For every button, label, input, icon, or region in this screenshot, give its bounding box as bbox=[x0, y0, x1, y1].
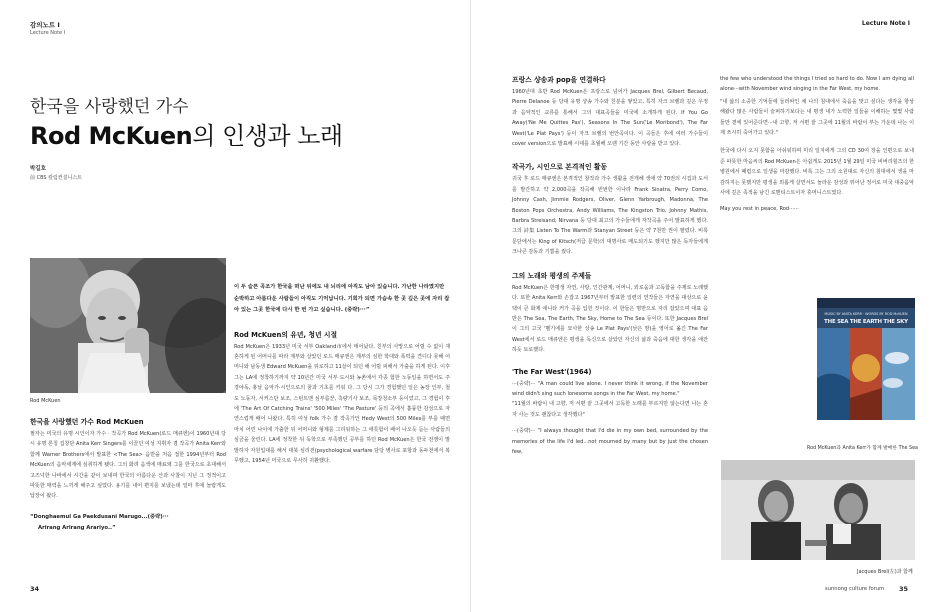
page-number-left: 34 bbox=[30, 585, 40, 593]
sidebar-column bbox=[30, 416, 226, 535]
themes-heading: 그의 노래와 평생의 주제들 bbox=[512, 271, 592, 280]
album-art bbox=[817, 328, 915, 420]
rest-in-peace: May you rest in peace, Rod······ bbox=[720, 206, 799, 213]
header-section-kr: 감의노트 I bbox=[30, 21, 60, 29]
main-column bbox=[234, 282, 450, 466]
pull-quote: 이 두 슬픈 곡조가 한국을 떠난 뒤에도 내 뇌리에 아직도 남아 있습니다. 가난한 나라였지만 순박하고 아름다운 사람들이 아직도 기억납니다. 기회가 되면 가슴속 한 곳 깊은 곳에 자리 잡아 있는 그곳 한국에 다시 한 번 가고 싶습니다. (중략)···” bbox=[234, 284, 450, 313]
themes-body: Rod McKuen은 한평생 자연, 사랑, 인간관계, 어머니, 외로움과 고독함을 주제로 노래했다. 또한 Anita Kerr와 손잡고 1967년부터 발표한 일련의 연작들은 자연을 대상으로 윤택이 큰 화제 애니타 커가 곡을 입힌 것이다. 이 한들은 명반으로 자리 잡았으며 대표 음반은 The Sea, The Earth, The Sky, Home to The Sea 등이다. 또한 Jacques Brel이 그의 고국 '벨기에를 묘사한 상송 Le Plat Pays'(낮은 땅)을 영어로 옮긴 The Far West에서 로드 매큐엔은 평생을 독신으로 살았던 자신의 삶과 죽음에 대한 생각을 애잔하듯 토로했다. bbox=[512, 284, 708, 354]
composer-heading: 작곡가, 시인으로 본격적인 활동 bbox=[512, 163, 608, 172]
youth-heading: Rod McKuen의 유년, 청년 시절 bbox=[234, 330, 338, 339]
sidebar-quote-line2: Arirang Arirang Arariyo..” bbox=[38, 525, 116, 532]
far-west-heading: 'The Far West'(1964) bbox=[512, 367, 592, 376]
sidebar-heading: 한국을 사랑했던 가수 Rod McKuen bbox=[30, 418, 144, 426]
album-cover bbox=[817, 298, 915, 420]
author-name: 박길호 bbox=[30, 166, 46, 172]
youth-body: Rod McKuen은 1933년 미국 서부 Oakland市에서 태어났다. 친부의 사망으로 어릴 수 없이 재혼하게 된 어머니를 따라 계부와 살았던 로드 매큐엔은 계부의 심한 학대와 폭력을 견디다 못해 어머니와 남동생 Edward McKuen을 뒤로하고 11살이 되던 해 어릴 피해서 가출을 하게 된다. 이후 그는 LA에 정착하기까지 약 10년간 미국 서부 도시와 농촌에서 각종 험한 노동일을 하면서도 주경야독, 홍날 음악가·시인으로의 꿈과 기초를 키워 다. 그 당시 그가 경험했던 일은 농장 인부, 철도 노동자, 서커스단 보조, 스턴트맨 심부름꾼, 측량기사 보조, 목장청소부 등이었고, 그 경험이 후에 'The Art Of Catching Trains' '500 Miles' 'The Pasture' 등의 곡에서 훌륭한 감성으로 자연스럽게 배어 나왔다. 특히 여성 folk 가수 겸 작곡가인 Hedy West의 500 Miles를 부를 때면 마치 어린 나이에 가출한 뒤 어머니와 형제를 그리워하는 그 애틋함이 배어 나오듯 듣는 사람들의 심금을 울린다. LA에 정착한 뒤 독학으로 부족했던 공부를 하던 Rod McKuen은 한국 전쟁이 발발하자 자원입대를 해서 대북 심리전(psychological warfare 담당 병사로 포항과 동두천에서 복무했고, 1954년 미국으로 무사히 귀환했다. bbox=[234, 343, 450, 464]
title-en: Rod McKuen bbox=[30, 122, 193, 150]
chanson-body: 1960년대 초반 Rod McKuen은 프랑스로 넘어가 Jacques Brel, Gilbert Becaud, Pierre Delanoe 등 당대 유명 샹송 가수와 친분을 쌓았고, 특히 자크 브렐과 깊은 우정과 음악적인 교류를 통해서 그의 대표곡들을 미국에 소개하게 된다. If You Go Away('Ne Me Quittes Pas'), Seasons In The Sun('Le Moribond'), The Far West('Le Plat Pays') 등이 자크 브렐의 번안곡이다. 이 곡들은 후에 여러 가수들이 cover version으로 발표해 시대를 초월해 오랜 기간 동안 사랑을 받고 있다. bbox=[512, 89, 708, 148]
chanson-heading: 프랑스 샹송과 pop을 연결하다 bbox=[512, 76, 606, 84]
far-west-lyric-continued-kr: "내 삶의 소중한 기억들에 둘러싸인 채 나의 침대에서 죽음을 맞고 싶다는 생각을 항상 해왔다 많은 사람들이 슬퍼하기보다는 내 평생 내가 노력한 일들을 이해하는 몇몇 사람들만 곁에 있어준다면···내 고향, 저 서편 끝 그곳에 11월의 바람이 부는 가운데 나는 이제 쓰시히 죽어가고 있다." bbox=[720, 98, 914, 137]
sidebar-quote-line1: “Donghaemul Ga Paekdusani Marugo...(중략)··· bbox=[30, 513, 169, 520]
portrait-image bbox=[30, 258, 226, 393]
brel-photo bbox=[721, 460, 915, 560]
article-kicker: 한국을 사랑했던 가수 bbox=[30, 97, 189, 117]
composer-body: 귀국 후 로드 매큐엔은 본격적인 창작과 가수 생활을 전개해 생애 약 70권의 시집과 도서를 발간하고 약 2,000곡을 작곡해 빈번한 이나라 Frank Sinatra, Perry Como, Johnny Cash, Jimmie Rodgers, Oliver, Glenn Yarbrough, Madonna, The Boston Pops Orchestra, Andy Williams, The Kingston Trio, Johnny Mathis, Barbra Streisand, Nirvana 등 당대 최고의 가수들에게 자작곡을 주어 발표하게 했다. 그의 詩集 Listen To The Warm과 Stanyan Street 등은 약 7천만 권이 팔렸다. 비록 문단에서는 King of Kitsch(저급 문학)의 대명사로 매도되기도 했지만 많은 독자들에게 크나큰 감동과 기쁨을 줬다. bbox=[512, 176, 708, 256]
right-page bbox=[470, 0, 939, 612]
author-block bbox=[30, 164, 82, 181]
brel-photo-image bbox=[721, 460, 915, 560]
photo-caption: Rod McKuen bbox=[30, 398, 61, 404]
rod-mckuen-photo bbox=[30, 258, 226, 393]
album-caption: Rod McKuen과 Anita Kerr가 함께 발매한 The Sea bbox=[807, 446, 918, 451]
album-label: MUSIC BY ANITA KERR · WORDS BY ROD McKUEN bbox=[824, 312, 908, 316]
far-west-lyric-continued: the few who understood the things I tried so hard to do. Now I am dying all alone···with November wind singing in the Far West, my home. bbox=[720, 76, 914, 93]
brel-photo-caption: Jacques Brel(左)과 함께 bbox=[857, 569, 913, 575]
header-section-en: Lecture Note I bbox=[30, 30, 66, 36]
header-section-en-right: Lecture Note I bbox=[861, 20, 910, 27]
far-west-lyric-1: ···(중략)··· "A man could live alone. I never think it wrong, if the November wind didn't sing such lonesome songs in the Far West, my home." bbox=[512, 380, 708, 397]
far-west-lyric-1-kr: "11월의 바람이 내 고향, 저 서편 끝 그곳에서 고독한 노래를 부르지만 않는다면 나는 혼자 사는 것도 괜찮다고 생각했다" bbox=[512, 401, 708, 418]
farewell-body: 한국에 다시 오지 못함을 아쉬워하며 미리 일지에게 그의 CD 30여 장을 인편으로 보내준 따뜻한 마음씨의 Rod McKuen은 아쉽게도 2015년 1월 29일 미국 비버리힐즈의 한 병원에서 폐렴으로 일생을 마감했다. 비록 그는 그의 소원대로 자신의 침대에서 생을 마감하지는 못했지만 평생을 외롭게 살면서도 놀라운 감성과 뛰어난 정서로 미국 대중음악사에 깊은 족적을 남긴 로맨티스트이자 휴머니스트였다. bbox=[720, 148, 914, 197]
article-title bbox=[30, 116, 343, 151]
far-west-lyric-2: ···(중략)··· "I always thought that I'd die in my own bed, surrounded by the memories of the life I'd led...not mourned by many but by just the chosen few, bbox=[512, 428, 708, 455]
title-kr: 의 인생과 노래 bbox=[192, 122, 343, 150]
right-column-2 bbox=[720, 74, 914, 215]
right-column-1 bbox=[512, 74, 708, 457]
page-number-right: 35 bbox=[899, 585, 909, 593]
footer-brand: sunnong culture forum bbox=[825, 586, 885, 592]
sidebar-body: 필자는 미국의 유명 시인이자 가수 · 작곡가 Rod McKuen(로드 매큐엔)이 1960년대 당시 유명 론칭 집창단 Anita Kerr Singers를 이끌던 여성 지휘자 겸 작곡가 Anita Kerr와 함께 Warner Brothers에서 발표한 <The Sea> 음반을 처음 접한 1994년부터 Rod McKuen의 음악세계에 심취하게 됐다. 그의 화려 음색에 매료돼 그를 한국으로 초대해서 고즈넉한 나바에서 시간을 같이 보내며 한국의 아름다운 산과 사찰이 지닌 그 정적이고 따뜻한 매력을 느끼게 해주고 싶었다. 용기를 내어 편지를 보냈는데 얼마 후에 놀랍게도 답장이 왔다. bbox=[30, 431, 226, 500]
album-title: THE SEA THE EARTH THE SKY bbox=[824, 319, 908, 325]
author-role: 前 CBS 칼럼컨설니스트 bbox=[30, 175, 82, 181]
